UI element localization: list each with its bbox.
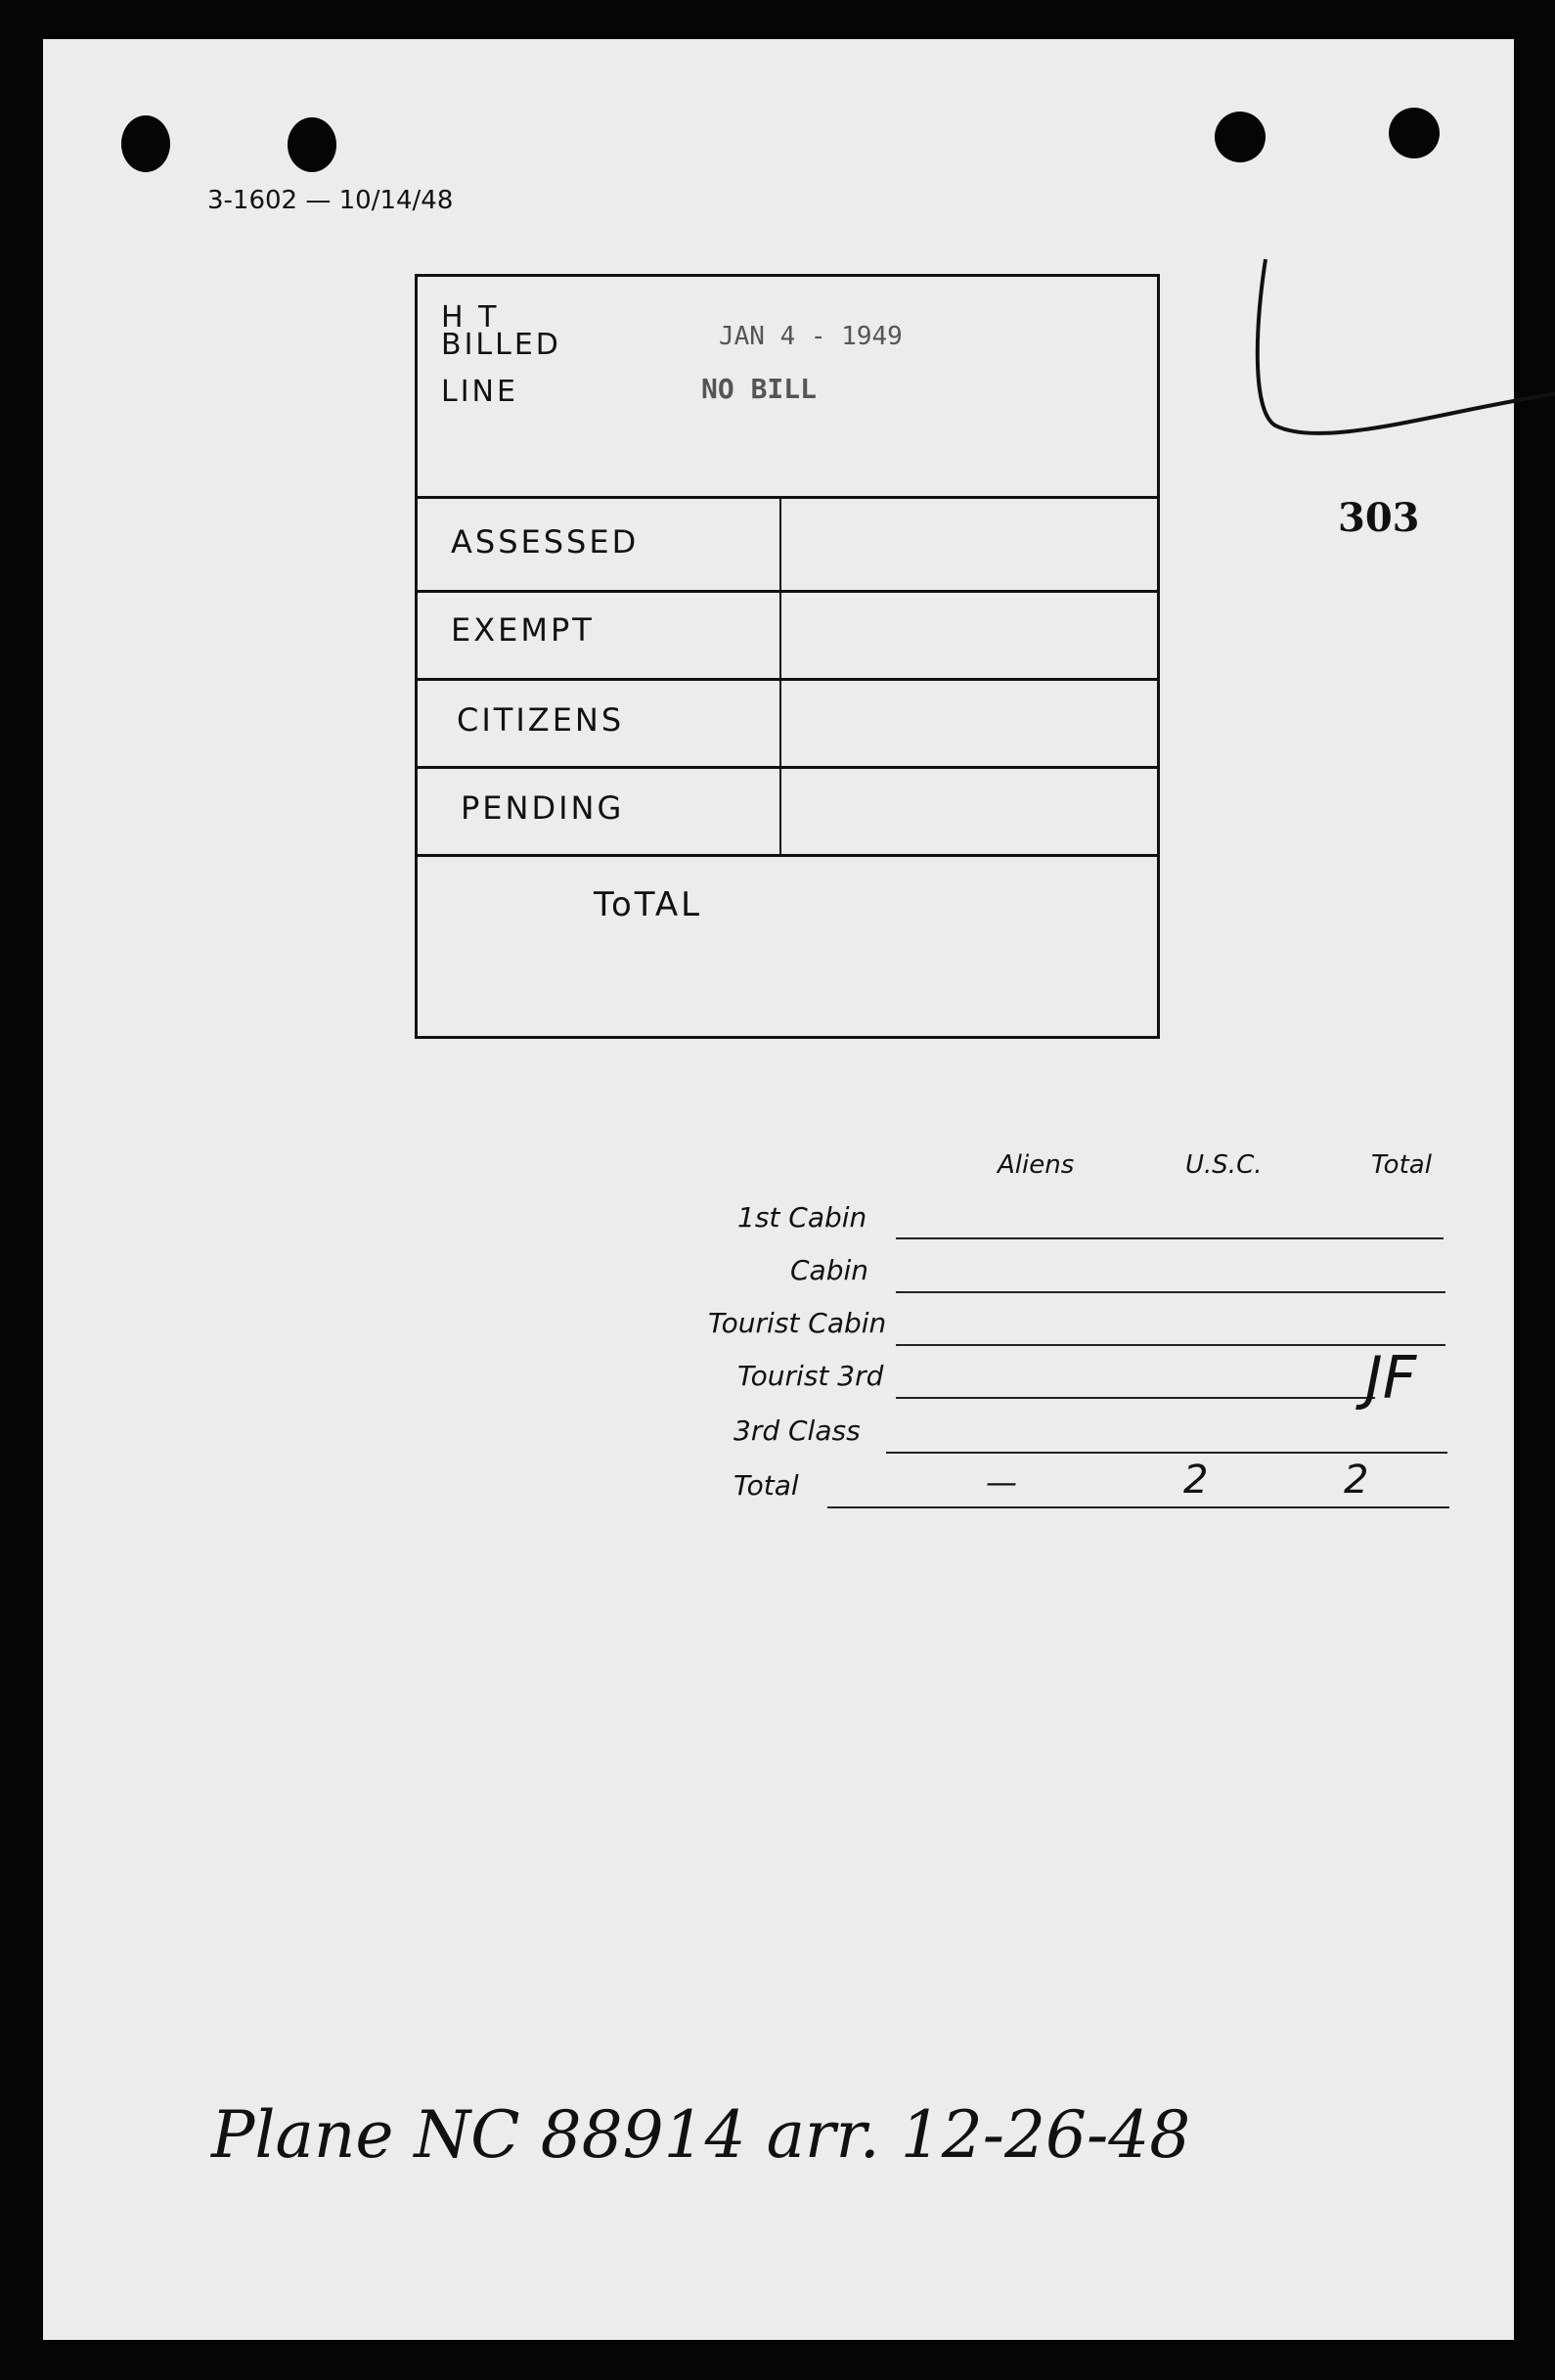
column-header-total: Total xyxy=(1371,1150,1432,1180)
punch-hole xyxy=(121,115,170,172)
row-line xyxy=(896,1291,1445,1293)
row-line xyxy=(827,1506,1449,1508)
row-line xyxy=(896,1344,1445,1346)
footer-note: Plane NC 88914 arr. 12-26-48 xyxy=(211,2097,1191,2173)
row-label-tourist-3rd: Tourist 3rd xyxy=(737,1360,884,1392)
box-divider xyxy=(418,496,1157,499)
total-total-value: 2 xyxy=(1344,1458,1369,1503)
total-usc-value: 2 xyxy=(1183,1458,1209,1503)
row-line xyxy=(886,1452,1447,1454)
billed-label: BILLED xyxy=(441,328,561,362)
punch-hole xyxy=(1215,112,1266,162)
row-line xyxy=(896,1397,1375,1399)
row-label-assessed: ASSESSED xyxy=(451,523,640,561)
row-label-1st-cabin: 1st Cabin xyxy=(737,1201,867,1234)
column-header-usc: U.S.C. xyxy=(1185,1150,1263,1180)
row-label-exempt: EXEMPT xyxy=(451,611,595,649)
total-label: ToTAL xyxy=(594,885,703,924)
box-column-divider xyxy=(779,496,781,854)
page-number: 303 xyxy=(1338,495,1420,541)
document-page xyxy=(43,39,1514,2340)
no-bill-stamp: NO BILL xyxy=(701,373,818,405)
check-mark-icon xyxy=(1197,215,1555,470)
billing-box xyxy=(415,274,1160,1039)
line-label: LINE xyxy=(441,375,518,409)
row-label-3rd-class: 3rd Class xyxy=(733,1415,861,1447)
row-label-tourist-cabin: Tourist Cabin xyxy=(708,1307,887,1339)
row-line xyxy=(896,1237,1444,1239)
date-stamp: JAN 4 - 1949 xyxy=(719,322,903,351)
form-reference: 3-1602 — 10/14/48 xyxy=(207,186,454,215)
box-divider xyxy=(418,766,1157,769)
box-divider xyxy=(418,854,1157,857)
row-label-total: Total xyxy=(733,1469,799,1502)
box-divider xyxy=(418,590,1157,593)
punch-hole xyxy=(288,117,336,172)
row-label-citizens: CITIZENS xyxy=(457,701,625,739)
row-label-pending: PENDING xyxy=(461,789,625,827)
total-aliens-value: — xyxy=(986,1463,1017,1501)
ht-label: H T xyxy=(441,300,500,335)
initials: JF xyxy=(1365,1344,1417,1413)
punch-hole xyxy=(1389,108,1440,158)
box-divider xyxy=(418,678,1157,681)
column-header-aliens: Aliens xyxy=(998,1150,1075,1180)
row-label-cabin: Cabin xyxy=(790,1254,869,1286)
